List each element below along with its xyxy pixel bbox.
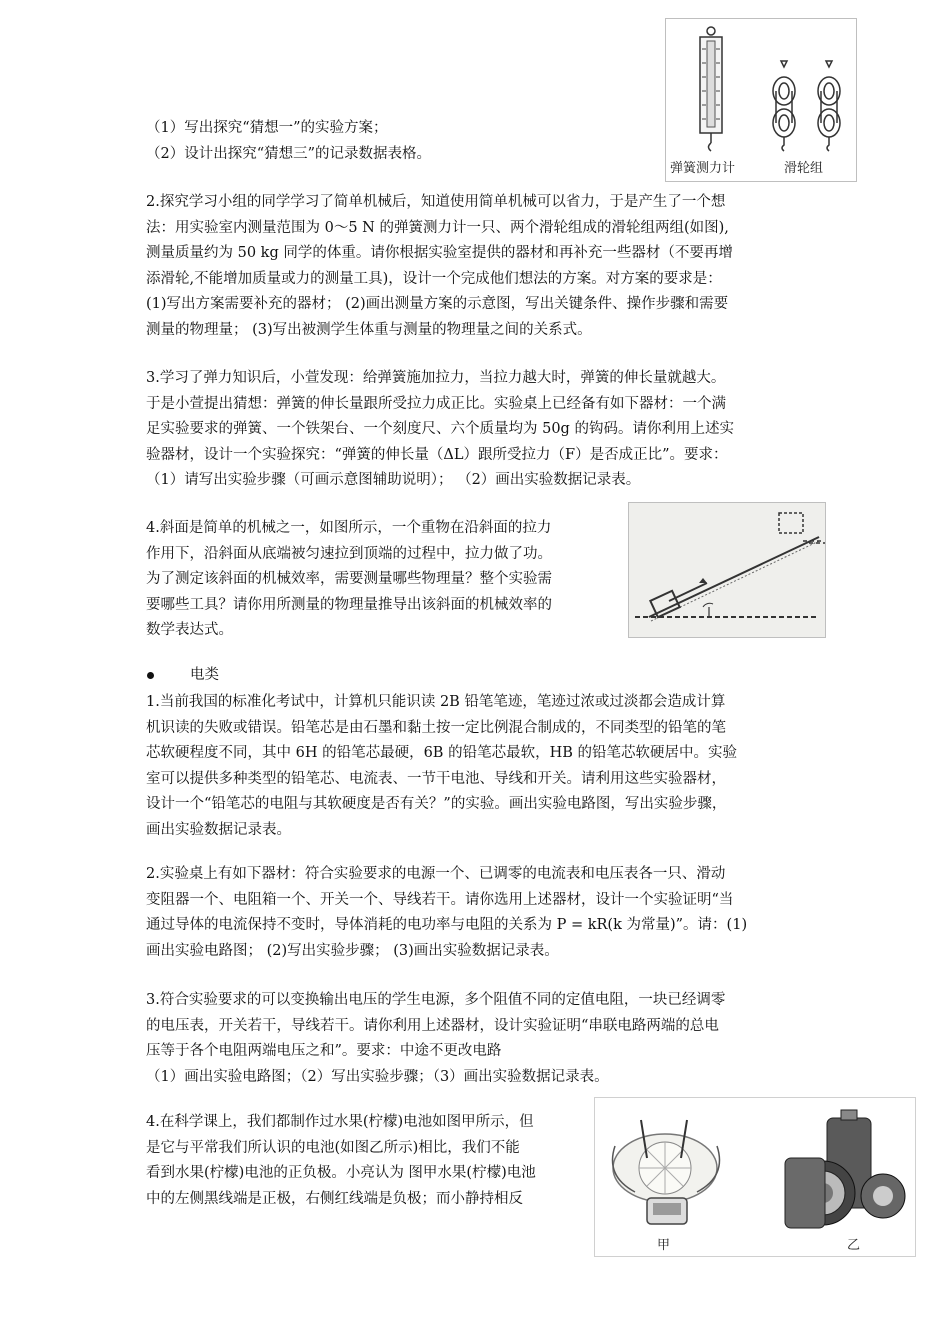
text-line: 验器材，设计一个实验探究：“弹簧的伸长量（ΔL）跟所受拉力（F）是否成正比”。要求： — [146, 446, 728, 463]
question-1-electricity — [146, 690, 737, 843]
text-line: 添滑轮,不能增加质量或力的测量工具)，设计一个完成他们想法的方案。对方案的要求是： — [146, 270, 722, 287]
text-line: 于是小萱提出猜想：弹簧的伸长量跟所受拉力成正比。实验桌上已经备有如下器材：一个满 — [146, 395, 726, 412]
inclined-plane-figure — [628, 502, 826, 638]
question-3-mechanics — [146, 366, 734, 494]
battery-figure — [594, 1097, 916, 1257]
text-line: 3.学习了弹力知识后，小萱发现：给弹簧施加拉力，当拉力越大时，弹簧的伸长量就越大。 — [146, 370, 726, 386]
question-2-electricity — [146, 862, 747, 964]
text-line: 测量质量约为 50 kg 同学的体重。请你根据实验室提供的器材和再补充一些器材（不要再增 — [146, 245, 733, 261]
text-line: 为了测定该斜面的机械效率，需要测量哪些物理量？整个实验需 — [146, 571, 552, 587]
section-title: 电类 — [190, 667, 219, 683]
dry-cell-caption: 乙 — [847, 1238, 861, 1253]
text-line: 的电压表，开关若干，导线若干。请你利用上述器材，设计实验证明“串联电路两端的总电 — [146, 1017, 719, 1034]
text-line: 3.符合实验要求的可以变换输出电压的学生电源，多个阻值不同的定值电阻，一块已经调零 — [146, 992, 726, 1008]
mechanics-question-tail — [146, 116, 431, 167]
text-line: (1)写出方案需要补充的器材； (2)画出测量方案的示意图，写出关键条件、操作步骤和需要 — [146, 296, 729, 312]
question-4-mechanics — [146, 516, 552, 644]
text-line: 室可以提供多种类型的铅笔芯、电流表、一节干电池、导线和开关。请利用这些实验器材， — [146, 770, 726, 787]
question-3-electricity — [146, 988, 725, 1090]
text-line: 法：用实验室内测量范围为 0～5 N 的弹簧测力计一只、两个滑轮组成的滑轮组两组(如图), — [146, 219, 729, 236]
lemon-battery-icon — [613, 1120, 720, 1224]
text-line: 机识读的失败或错误。铅笔芯是由石墨和黏土按一定比例混合制成的，不同类型的铅笔的笔 — [146, 719, 726, 736]
text-line: 画出实验电路图； (2)写出实验步骤； (3)画出实验数据记录表。 — [146, 942, 559, 959]
text-line: 足实验要求的弹簧、一个铁架台、一个刻度尺、六个质量均为 50g 的钩码。请你利用上述实 — [146, 421, 734, 437]
lemon-caption: 甲 — [657, 1238, 671, 1253]
spring-scale-pulley-figure — [665, 18, 857, 182]
text-line: 变阻器一个、电阻箱一个、开关一个、导线若干。请你选用上述器材，设计一个实验证明“当 — [146, 891, 734, 908]
text-line: （1）写出探究“猜想一”的实验方案； — [146, 120, 388, 136]
section-bullet — [147, 672, 154, 679]
text-line: 芯软硬程度不同，其中 6H 的铅笔芯最硬，6B 的铅笔芯最软，HB 的铅笔芯软硬居中。实验 — [146, 745, 737, 761]
text-line: 要哪些工具？请你用所测量的物理量推导出该斜面的机械效率的 — [146, 596, 552, 613]
text-line: 1.当前我国的标准化考试中，计算机只能识读 2B 铅笔笔迹，笔迹过浓或过淡都会造成计算 — [146, 694, 726, 710]
text-line: 压等于各个电阻两端电压之和”。要求：中途不更改电路 — [146, 1043, 502, 1059]
text-line: 作用下，沿斜面从底端被匀速拉到顶端的过程中，拉力做了功。 — [146, 545, 552, 562]
text-line: 通过导体的电流保持不变时，导体消耗的电功率与电阻的关系为 P = kR(k 为常量)”。请：(1) — [146, 917, 748, 933]
inclined-plane-drawing — [629, 503, 825, 637]
text-line: 看到水果(柠檬)电池的正负极。小亮认为 图甲水果(柠檬)电池 — [146, 1165, 536, 1181]
text-line: 中的左侧黑线端是正极，右侧红线端是负极；而小静持相反 — [146, 1190, 523, 1207]
text-line: 4.在科学课上，我们都制作过水果(柠檬)电池如图甲所示，但 — [146, 1114, 534, 1130]
text-line: （1）请写出实验步骤（可画示意图辅助说明）； （2）画出实验数据记录表。 — [146, 472, 641, 488]
dry-cell-battery-icon — [785, 1110, 905, 1228]
text-line: （2）设计出探究“猜想三”的记录数据表格。 — [146, 145, 432, 162]
text-line: 4.斜面是简单的机械之一，如图所示，一个重物在沿斜面的拉力 — [146, 520, 552, 536]
text-line: 测量的物理量； (3)写出被测学生体重与测量的物理量之间的关系式。 — [146, 321, 592, 338]
text-line: 是它与平常我们所认识的电池(如图乙所示)相比，我们不能 — [146, 1139, 520, 1156]
text-line: 数学表达式。 — [146, 622, 233, 638]
question-4-electricity — [146, 1110, 536, 1212]
text-line: 2.探究学习小组的同学学习了简单机械后，知道使用简单机械可以省力，于是产生了一个想 — [146, 194, 726, 210]
text-line: 画出实验数据记录表。 — [146, 821, 291, 838]
spring-scale-caption: 弹簧测力计 — [670, 161, 736, 176]
text-line: 2.实验桌上有如下器材：符合实验要求的电源一个、已调零的电流表和电压表各一只、滑动 — [146, 866, 726, 882]
battery-drawing — [595, 1098, 915, 1256]
pulley-caption: 滑轮组 — [784, 161, 824, 176]
text-line: （1）画出实验电路图；（2）写出实验步骤；（3）画出实验数据记录表。 — [146, 1068, 609, 1085]
question-2-mechanics — [146, 190, 733, 343]
section-title-electricity — [190, 663, 219, 689]
text-line: 设计一个“铅笔芯的电阻与其软硬度是否有关？”的实验。画出实验电路图，写出实验步骤， — [146, 796, 727, 812]
